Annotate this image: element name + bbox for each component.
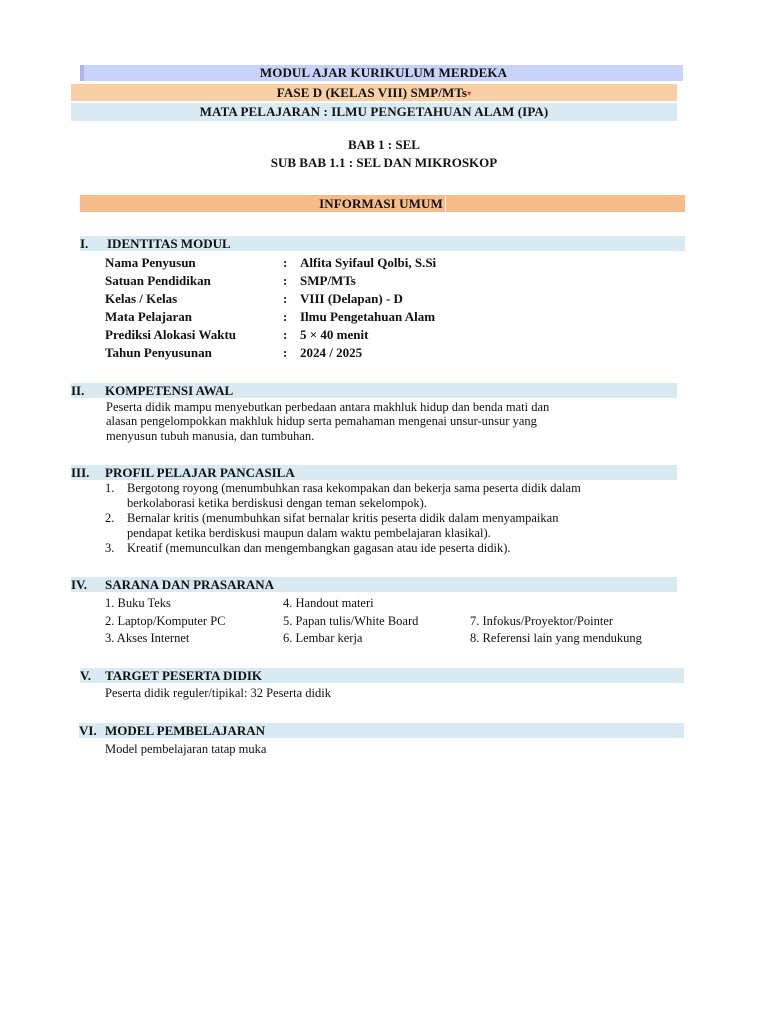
section-profil-header bbox=[71, 465, 677, 480]
section-identitas-header bbox=[80, 236, 685, 251]
section-number: III. bbox=[71, 464, 90, 480]
section-number: IV. bbox=[71, 576, 88, 592]
identitas-label: Mata Pelajaran bbox=[105, 309, 193, 324]
identitas-value: VIII (Delapan) - D bbox=[300, 291, 403, 306]
sarana-item: 7. Infokus/Proyektor/Pointer bbox=[470, 614, 614, 628]
section-number: I. bbox=[80, 235, 89, 251]
identitas-colon: : bbox=[283, 327, 288, 342]
section-number: VI. bbox=[79, 722, 97, 738]
fase-text: FASE D (KELAS VIII) SMP/MTs bbox=[276, 84, 468, 100]
sarana-item: 8. Referensi lain yang mendukung bbox=[470, 631, 642, 645]
chapter-title: BAB 1 : SEL bbox=[348, 137, 420, 152]
identitas-colon: : bbox=[283, 309, 288, 324]
section-number: II. bbox=[71, 382, 85, 398]
identitas-colon: : bbox=[283, 291, 288, 306]
section-model-header bbox=[79, 723, 684, 738]
info-umum-banner bbox=[80, 195, 685, 212]
subject-banner bbox=[71, 103, 677, 121]
identitas-value: Ilmu Pengetahuan Alam bbox=[300, 309, 436, 324]
sarana-item: 3. Akses Internet bbox=[105, 631, 190, 645]
section-target-header bbox=[80, 668, 684, 683]
section-sarana-header bbox=[71, 577, 677, 592]
sarana-item: 1. Buku Teks bbox=[105, 596, 171, 610]
section-kompetensi-header bbox=[71, 383, 677, 398]
section-heading: SARANA DAN PRASARANA bbox=[105, 576, 275, 592]
section-number: V. bbox=[80, 667, 91, 683]
section-heading: TARGET PESERTA DIDIK bbox=[105, 667, 263, 683]
identitas-label: Kelas / Kelas bbox=[105, 291, 178, 306]
sarana-item: 4. Handout materi bbox=[283, 596, 374, 610]
target-text: Peserta didik reguler/tipikal: 32 Peserta didik bbox=[105, 686, 331, 700]
identitas-colon: : bbox=[283, 273, 288, 288]
subject-text: MATA PELAJARAN : ILMU PENGETAHUAN ALAM (IPA) bbox=[199, 104, 549, 119]
identitas-label: Nama Penyusun bbox=[105, 255, 196, 270]
document-title bbox=[80, 65, 683, 81]
section-heading: MODEL PEMBELAJARAN bbox=[105, 722, 265, 738]
fase-banner bbox=[71, 84, 677, 101]
section-heading: IDENTITAS MODUL bbox=[107, 235, 231, 251]
subchapter-title: SUB BAB 1.1 : SEL DAN MIKROSKOP bbox=[270, 155, 498, 170]
profil-item-number: 1. bbox=[105, 481, 115, 495]
profil-item-text: Bernalar kritis (menumbuhkan sifat bernalar kritis peserta didik dalam menyampaikan bbox=[127, 511, 559, 525]
identitas-colon: : bbox=[283, 345, 288, 360]
profil-item-text: Kreatif (memunculkan dan mengembangkan gagasan atau ide peserta didik). bbox=[127, 541, 511, 555]
identitas-value: 2024 / 2025 bbox=[300, 345, 363, 360]
comment-marker-icon: ▾ bbox=[467, 88, 472, 98]
profil-item-number: 2. bbox=[105, 511, 115, 525]
sarana-item: 6. Lembar kerja bbox=[283, 631, 363, 645]
document-title-text: MODUL AJAR KURIKULUM MERDEKA bbox=[259, 65, 508, 80]
identitas-value: 5 × 40 menit bbox=[300, 327, 369, 342]
identitas-label: Prediksi Alokasi Waktu bbox=[105, 327, 237, 342]
identitas-value: Alfita Syifaul Qolbi, S.Si bbox=[300, 255, 437, 270]
info-umum-text: INFORMASI UMUM bbox=[319, 196, 446, 212]
identitas-label: Tahun Penyusunan bbox=[105, 345, 212, 360]
identitas-value: SMP/MTs bbox=[300, 273, 356, 288]
identitas-label: Satuan Pendidikan bbox=[105, 273, 211, 288]
profil-item-number: 3. bbox=[105, 541, 115, 555]
kompetensi-line: Peserta didik mampu menyebutkan perbedaan antara makhluk hidup dan benda mati dan bbox=[106, 400, 550, 414]
model-text: Model pembelajaran tatap muka bbox=[105, 742, 267, 756]
profil-item-text: berkolaborasi ketika berdiskusi dengan teman sekelompok). bbox=[127, 496, 427, 510]
profil-item-text: pendapat ketika berdiskusi maupun dalam waktu pembelajaran klasikal). bbox=[127, 526, 491, 540]
kompetensi-line: menyusun tubuh manusia, dan tumbuhan. bbox=[106, 429, 315, 443]
sarana-item: 5. Papan tulis/White Board bbox=[283, 614, 419, 628]
profil-item-text: Bergotong royong (menumbuhkan rasa kekompakan dan bekerja sama peserta didik dalam bbox=[127, 481, 581, 495]
section-heading: KOMPETENSI AWAL bbox=[105, 382, 234, 398]
section-heading: PROFIL PELAJAR PANCASILA bbox=[105, 464, 295, 480]
identitas-colon: : bbox=[283, 255, 288, 270]
sarana-item: 2. Laptop/Komputer PC bbox=[105, 614, 226, 628]
kompetensi-line: alasan pengelompokkan makhluk hidup serta pemahaman mengenai unsur-unsur yang bbox=[106, 414, 537, 428]
